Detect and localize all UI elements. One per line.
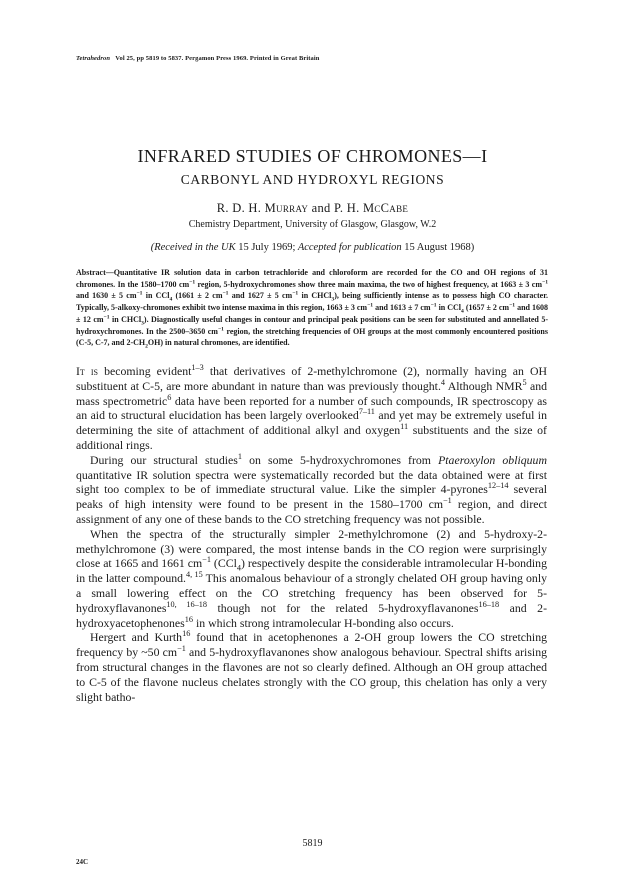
subscript: 4	[169, 297, 173, 303]
author1-initials: R. D. H.	[216, 201, 262, 215]
citation: 1	[237, 451, 242, 461]
subscript: 2	[145, 343, 148, 350]
drop-caps: It is	[76, 364, 98, 378]
footer-code: 24C	[76, 858, 89, 866]
abstract-text: and 1608 ± 12 cm	[76, 303, 548, 324]
text: and yet may be extremely useful in determining the site of attachment of additional alkyl and oxygen	[76, 408, 547, 438]
text: quantitative IR solution spectra were systematically recorded but the data obtained were at first sight too complex to be of immediate structural value. Like the simpler 4-pyrones	[76, 467, 547, 497]
text: and mass spectrometric	[76, 378, 548, 408]
subscript: 4	[236, 563, 241, 573]
received-date: 15 July 1969;	[238, 242, 296, 253]
text: and 5-hydroxyflavanones show analogous behaviour. Spectral shifts arising from structural changes in the flavones are not so clearly defined. Although an OH group attached to C-5 of the flavone nucleus chelates strongly with the CO group, this chelation has only a very slight batho-	[76, 645, 547, 704]
text: that derivatives of 2-methylchromone (2), normally having an OH substituent at C-5, are more abundant in nature than was previously thought.	[76, 364, 547, 393]
subscript: 3	[141, 320, 144, 327]
citation: 4, 15	[186, 570, 203, 580]
journal-name: Tetrahedron	[76, 55, 111, 62]
superscript: −1	[292, 290, 299, 297]
superscript: −1	[202, 555, 211, 565]
superscript: −1	[189, 279, 196, 286]
subscript: 4	[461, 308, 464, 315]
citation: 11	[400, 422, 409, 432]
abstract-label: Abstract	[76, 268, 106, 277]
abstract-text: and 1613 ± 7 cm	[373, 303, 431, 313]
author2-initials: P. H.	[334, 201, 360, 215]
abstract-text: —Quantitative IR solution data in carbon tetrachloride and chloroform are recorded for the CO and OH regions of 31 chromones. In the 1580–1700 cm	[76, 268, 548, 289]
citation: 4	[440, 377, 446, 387]
subscript: 3	[331, 297, 335, 303]
superscript: −1	[367, 302, 374, 309]
abstract-text: in CCl	[436, 303, 462, 313]
text: becoming evident	[98, 364, 192, 378]
text: Although NMR	[445, 378, 523, 393]
citation: 16	[182, 629, 191, 639]
text: though not for the related 5-hydroxyflavanones	[207, 600, 479, 615]
superscript: −1	[430, 302, 437, 309]
text: ) respectively despite the considerable intramolecular H-bonding in the latter compound.	[76, 556, 547, 586]
paper-subtitle: CARBONYL AND HYDROXYL REGIONS	[180, 172, 445, 187]
citation: 10, 16–18	[166, 599, 207, 609]
text: data have been reported for a number of such compounds, IR spectroscopy as an aid to structural elucidation has been largely overlooked	[76, 393, 547, 423]
received-line	[0, 242, 625, 253]
superscript: −1	[136, 290, 143, 297]
accepted-label: Accepted for publication	[297, 242, 402, 253]
superscript: −1	[103, 314, 110, 321]
abstract-text: region, the stretching frequencies of OH groups at the most commonly encountered positions (C-5, C-7, and 2-CH	[76, 326, 548, 348]
citation: 16	[184, 614, 194, 624]
text: During our structural studies	[90, 452, 238, 467]
abstract-text: in CCl	[142, 291, 170, 301]
author1-surname: Murray	[264, 201, 309, 215]
abstract-text: ). Diagnostically useful changes in contour and principal peak positions can be seen for substituted and annellated 5-hydroxychromones. In the 2500–3650 cm	[76, 314, 548, 336]
text: region, and direct assignment of any one of these bands to the CO stretching frequency was not possible.	[76, 497, 547, 526]
authors	[0, 201, 625, 216]
authors-conj: and	[311, 201, 331, 215]
superscript: −1	[443, 496, 452, 506]
text: and 2-hydroxyacetophenones	[76, 600, 547, 630]
paragraph-3	[76, 527, 547, 631]
abstract	[76, 267, 548, 349]
superscript: −1	[222, 290, 229, 297]
author2-surname: McCabe	[362, 201, 409, 215]
text: substituents and the size of additional rings.	[76, 423, 547, 452]
text: Hergert and Kurth	[90, 630, 183, 645]
received-label: (Received in the UK	[150, 242, 236, 253]
citation: 5	[522, 377, 527, 387]
abstract-text: and 1627 ± 5 cm	[228, 291, 293, 301]
abstract-text: ), being sufficiently intense as to possess high CO character. Typically, 5-alkoxy-chromones exhibit two intense maxima in this region, 1663 ± 3 cm	[76, 291, 549, 313]
citation: 6	[167, 392, 172, 402]
abstract-text: (1661 ± 2 cm	[172, 291, 223, 301]
paragraph-2	[76, 453, 547, 527]
abstract-text: and 1630 ± 5 cm	[76, 291, 137, 301]
text: found that in acetophenones a 2-OH group lowers the CO stretching frequency by ~50 cm	[76, 630, 548, 660]
citation: 12–14	[487, 481, 509, 491]
superscript: −1	[177, 644, 186, 654]
body-text	[76, 364, 547, 704]
text: in which strong intramolecular H-bonding also occurs.	[193, 615, 454, 630]
abstract-text: region, 5-hydroxychromones show three main maxima, the two of highest frequency, at 1663 ± 3 cm	[195, 279, 543, 289]
citation: 1–3	[191, 363, 204, 373]
paragraph-1	[76, 364, 547, 453]
journal-header	[76, 55, 320, 62]
citation: 16–18	[478, 599, 500, 609]
superscript: −1	[217, 325, 224, 332]
text: This anomalous behaviour of a strongly chelated OH group having only a small lowering effect on the CO stretching frequency has been observed for 5-hydroxyflavanones	[76, 571, 548, 615]
superscript: −1	[542, 279, 548, 286]
text: on some 5-hydroxychromones from	[241, 452, 439, 467]
paragraph-4	[76, 630, 547, 704]
abstract-text: in CHCl	[109, 314, 142, 324]
accepted-date: 15 August 1968)	[404, 242, 475, 253]
species-name: Ptaeroxylon obliquum	[438, 452, 547, 467]
citation: 7–11	[358, 407, 375, 417]
superscript: −1	[509, 302, 516, 309]
abstract-text: OH) in natural chromones, are identified.	[147, 338, 290, 348]
journal-details: Vol 25, pp 5819 to 5837. Pergamon Press 1969. Printed in Great Britain	[115, 55, 320, 62]
text: several peaks of high intensity were found to be present in the 1580–1700 cm	[76, 482, 548, 512]
abstract-text: (1657 ± 2 cm	[463, 303, 510, 313]
abstract-text: in CHCl	[298, 291, 332, 301]
text: (CCl	[210, 556, 237, 571]
affiliation: Chemistry Department, University of Glasgow, Glasgow, W.2	[188, 219, 437, 230]
page-number: 5819	[302, 838, 323, 849]
text: When the spectra of the structurally simpler 2-methylchromone (2) and 5-hydroxy-2-methylchromone (3) were compared, the most intense bands in the CO region were surprisingly close at 1665 and 1661 cm	[76, 526, 547, 571]
paper-title: INFRARED STUDIES OF CHROMONES—I	[137, 146, 488, 166]
